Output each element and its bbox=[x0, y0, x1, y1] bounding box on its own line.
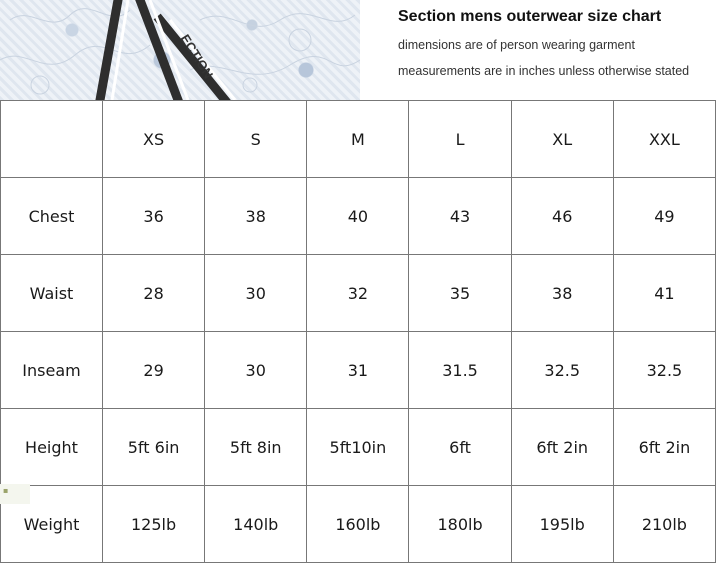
table-cell: 6ft bbox=[409, 409, 511, 486]
table-cell: 6ft 2in bbox=[613, 409, 715, 486]
chart-title: Section mens outerwear size chart bbox=[398, 8, 662, 25]
table-cell: 41 bbox=[613, 255, 715, 332]
table-cell: 32.5 bbox=[511, 332, 613, 409]
table-cell: 210lb bbox=[613, 486, 715, 563]
table-cell: 160lb bbox=[307, 486, 409, 563]
table-row bbox=[1, 409, 716, 486]
size-header-m: M bbox=[307, 101, 409, 178]
header bbox=[0, 0, 717, 100]
logo-text: ECTION bbox=[177, 31, 217, 82]
table-cell: 5ft 8in bbox=[205, 409, 307, 486]
image-placeholder-marker bbox=[0, 484, 30, 504]
subtitle-dimensions: dimensions are of person wearing garment bbox=[398, 38, 635, 52]
table-cell: 5ft10in bbox=[307, 409, 409, 486]
placeholder-icon: ▪ bbox=[3, 486, 9, 495]
size-chart-table bbox=[0, 100, 716, 563]
size-header-row bbox=[1, 101, 716, 178]
size-header-xxl: XXL bbox=[613, 101, 715, 178]
table-cell: 5ft 6in bbox=[103, 409, 205, 486]
row-label-chest: Chest bbox=[1, 178, 103, 255]
table-row bbox=[1, 255, 716, 332]
table-cell: 140lb bbox=[205, 486, 307, 563]
row-label-height: Height bbox=[1, 409, 103, 486]
table-cell: 46 bbox=[511, 178, 613, 255]
row-label-waist: Waist bbox=[1, 255, 103, 332]
table-cell: 32 bbox=[307, 255, 409, 332]
table-cell: 195lb bbox=[511, 486, 613, 563]
table-cell: 31.5 bbox=[409, 332, 511, 409]
table-cell: 125lb bbox=[103, 486, 205, 563]
table-cell: 30 bbox=[205, 332, 307, 409]
row-label-inseam: Inseam bbox=[1, 332, 103, 409]
table-cell: 40 bbox=[307, 178, 409, 255]
corner-cell bbox=[1, 101, 103, 178]
table-cell: 180lb bbox=[409, 486, 511, 563]
row-label-weight: Weight bbox=[1, 486, 103, 563]
table-row bbox=[1, 486, 716, 563]
table-cell: 6ft 2in bbox=[511, 409, 613, 486]
brand-logo-image bbox=[0, 0, 360, 100]
table-cell: 29 bbox=[103, 332, 205, 409]
table-row bbox=[1, 332, 716, 409]
size-header-xs: XS bbox=[103, 101, 205, 178]
table-cell: 30 bbox=[205, 255, 307, 332]
logo-graphic bbox=[0, 0, 360, 100]
table-cell: 28 bbox=[103, 255, 205, 332]
size-header-l: L bbox=[409, 101, 511, 178]
table-cell: 43 bbox=[409, 178, 511, 255]
table-row bbox=[1, 178, 716, 255]
table-cell: 38 bbox=[511, 255, 613, 332]
subtitle-measurements: measurements are in inches unless otherwise stated bbox=[398, 64, 690, 78]
table-cell: 32.5 bbox=[613, 332, 715, 409]
size-header-xl: XL bbox=[511, 101, 613, 178]
table-cell: 35 bbox=[409, 255, 511, 332]
table-cell: 31 bbox=[307, 332, 409, 409]
table-cell: 36 bbox=[103, 178, 205, 255]
table-cell: 38 bbox=[205, 178, 307, 255]
table-cell: 49 bbox=[613, 178, 715, 255]
size-header-s: S bbox=[205, 101, 307, 178]
